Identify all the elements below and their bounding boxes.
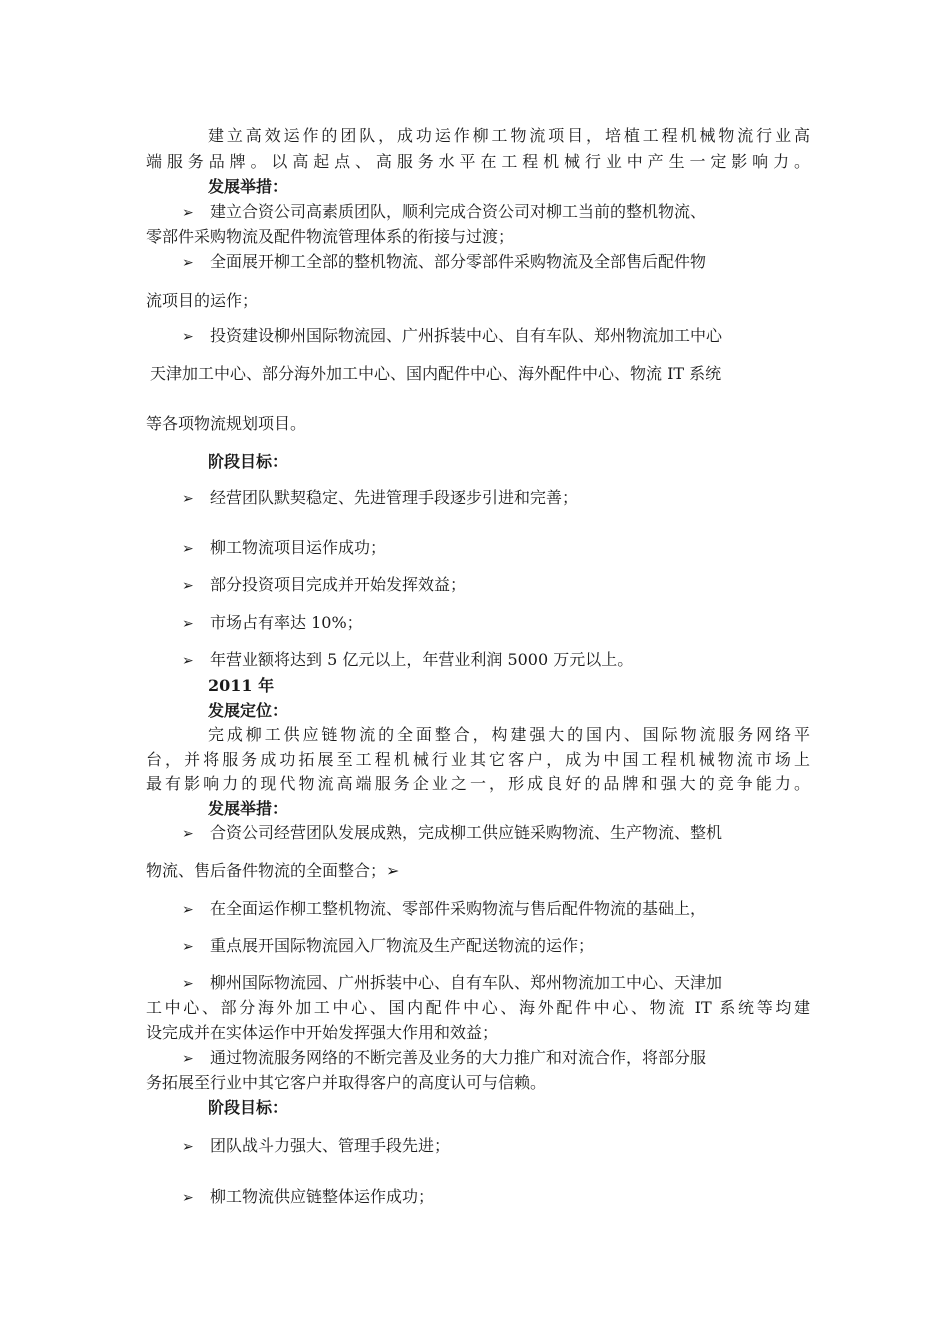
arrow-bullet-icon: ➢	[182, 902, 194, 918]
arrow-bullet-icon: ➢	[182, 578, 194, 594]
bullet-text: 经营团队默契稳定、先进管理手段逐步引进和完善；	[210, 488, 579, 507]
bullet-item	[146, 971, 810, 996]
bullet-text: 市场占有率达 10%；	[210, 613, 363, 632]
bullet-item	[146, 1134, 810, 1159]
bullet-text: 重点展开国际物流园入厂物流及生产配送物流的运作；	[210, 936, 595, 955]
bullet-item	[146, 573, 810, 598]
section-heading: 发展举措：	[208, 177, 289, 196]
bullet-item	[146, 611, 810, 636]
bullet-text: 在全面运作柳工整机物流、零部件采购物流与售后配件物流的基础上，	[210, 899, 707, 918]
bullet-item	[146, 648, 810, 673]
bullet-item	[146, 486, 810, 511]
bullet-item	[146, 1185, 810, 1210]
bullet-text: 柳工物流供应链整体运作成功；	[210, 1187, 435, 1206]
bullet-item	[146, 934, 810, 959]
paragraph-line: 零部件采购物流及配件物流管理体系的衔接与过渡；	[146, 227, 515, 246]
bullet-item	[146, 821, 810, 846]
arrow-bullet-icon: ➢	[182, 541, 194, 557]
paragraph-line: 完成柳工供应链物流的全面整合，构建强大的国内、国际物流服务网络平	[208, 725, 810, 744]
arrow-bullet-icon: ➢	[182, 939, 194, 955]
paragraph-line: 台，并将服务成功拓展至工程机械行业其它客户，成为中国工程机械物流市场上	[146, 750, 810, 769]
paragraph-line: 工中心、部分海外加工中心、国内配件中心、海外配件中心、物流 IT 系统等均建	[146, 998, 810, 1017]
bullet-text: 团队战斗力强大、管理手段先进；	[210, 1136, 451, 1155]
arrow-bullet-icon: ➢	[182, 653, 194, 669]
paragraph-line: 最有影响力的现代物流高端服务企业之一，形成良好的品牌和强大的竞争能力。	[146, 774, 810, 793]
paragraph-line: 务拓展至行业中其它客户并取得客户的高度认可与信赖。	[146, 1073, 547, 1092]
arrow-bullet-icon: ➢	[182, 255, 194, 271]
bullet-text: 柳工物流项目运作成功；	[210, 538, 387, 557]
arrow-bullet-icon: ➢	[182, 1051, 194, 1067]
year-heading: 2011 年	[208, 676, 275, 695]
bullet-item	[146, 200, 810, 225]
paragraph-line: 物流、售后备件物流的全面整合；➢	[146, 861, 400, 880]
bullet-item	[146, 536, 810, 561]
bullet-text: 通过物流服务网络的不断完善及业务的大力推广和对流合作，将部分服	[210, 1048, 707, 1067]
section-heading: 发展定位：	[208, 701, 289, 720]
section-heading: 阶段目标：	[208, 1098, 289, 1117]
bullet-text: 全面展开柳工全部的整机物流、部分零部件采购物流及全部售后配件物	[210, 252, 707, 271]
bullet-item	[146, 897, 810, 922]
bullet-text: 建立合资公司高素质团队，顺利完成合资公司对柳工当前的整机物流、	[210, 202, 707, 221]
bullet-text: 年营业额将达到 5 亿元以上，年营业利润 5000 万元以上。	[210, 650, 634, 669]
arrow-bullet-icon: ➢	[182, 826, 194, 842]
bullet-text: 投资建设柳州国际物流园、广州拆装中心、自有车队、郑州物流加工中心	[210, 326, 723, 345]
bullet-text: 合资公司经营团队发展成熟，完成柳工供应链采购物流、生产物流、整机	[210, 823, 723, 842]
arrow-bullet-icon: ➢	[182, 1190, 194, 1206]
arrow-bullet-icon: ➢	[182, 1139, 194, 1155]
arrow-bullet-icon: ➢	[182, 205, 194, 221]
section-heading: 阶段目标：	[208, 452, 289, 471]
bullet-item	[146, 1046, 810, 1071]
bullet-text: 柳州国际物流园、广州拆装中心、自有车队、郑州物流加工中心、天津加	[210, 973, 723, 992]
arrow-bullet-icon: ➢	[182, 491, 194, 507]
arrow-bullet-icon: ➢	[182, 329, 194, 345]
paragraph-line: 天津加工中心、部分海外加工中心、国内配件中心、海外配件中心、物流 IT 系统	[150, 364, 722, 383]
paragraph-line: 等各项物流规划项目。	[146, 414, 307, 433]
arrow-bullet-icon: ➢	[182, 616, 194, 632]
bullet-item	[146, 324, 810, 349]
bullet-text: 部分投资项目完成并开始发挥效益；	[210, 575, 467, 594]
paragraph-line: 建立高效运作的团队，成功运作柳工物流项目，培植工程机械物流行业高	[208, 126, 810, 145]
paragraph-line: 流项目的运作；	[146, 291, 259, 310]
arrow-bullet-icon: ➢	[182, 976, 194, 992]
paragraph-line: 端服务品牌。以高起点、高服务水平在工程机械行业中产生一定影响力。	[146, 152, 810, 171]
bullet-item	[146, 250, 810, 275]
section-heading: 发展举措：	[208, 799, 289, 818]
paragraph-line: 设完成并在实体运作中开始发挥强大作用和效益；	[146, 1023, 499, 1042]
